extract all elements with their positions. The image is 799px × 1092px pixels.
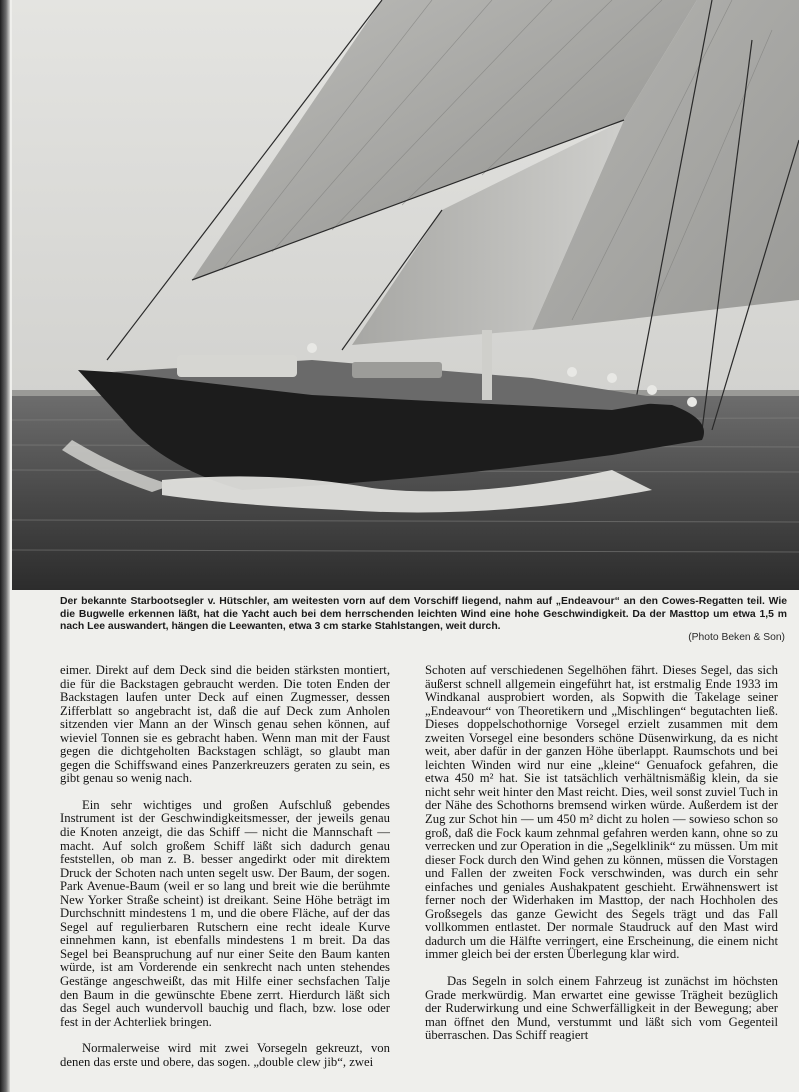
paragraph: Schoten auf verschiedenen Segelhöhen fährt. Dieses Segel, das sich äußerst schnell allgemein eingeführt hat, ist erstmalig Ende 1933 im Windkanal ausprobiert worden, als Sopwith die Takelage seiner „Endeavour“ von Theoretikern und „Mischlingen“ begutachten ließ. Dieses doppelschothornige Vorsegel erzielt zusammen mit dem zweiten Vorsegel eine besonders schöne Düsenwirkung, da es nicht weit, aber dafür in der ganzen Höhe überlappt. Raumschots und bei leichten Winden wird nur eine „kleine“ Genuafock gefahren, die etwa 450 m² hat. Sie ist tatsächlich verhältnismäßig klein, da sie nicht sehr weit hinter den Mast reicht. Dies, weil sonst zuviel Tuch in der Nähe des Schothorns bremsend wirken würde. Außerdem ist der Zug zur Schot hin — um 450 m² dicht zu holen — sowieso schon so groß, daß die Fock kaum zehnmal gefahren werden kann, ohne so zu verrecken und zur Operation in die „Segelklinik“ zu müssen. Um mit dieser Fock durch den Wind gehen zu können, müssen die Vorstagen und Fallen der zweiten Fock verschwinden, was durch ein sehr einfaches und geniales Aushakpatent geschieht. Erwähnenswert ist ferner noch der Widerhaken im Masttop, der nach Hochholen des Großsegels das ganze Gewicht des Segels trägt und das Fall vollkommen entlastet. Der normale Staudruck auf den Mast wird dadurch um die Hälfte verringert, eine Erscheinung, die einem nicht immer gleich bei der ersten Überlegung klar wird. — [425, 663, 778, 962]
paragraph: Das Segeln in solch einem Fahrzeug ist zunächst im höchsten Grade merkwürdig. Man erwartet eine gewisse Trägheit bezüglich der Ruderwirkung und eine Schwerfälligkeit in der Bewegung; aber man öffnet den Mund, verstummt und läßt sich vom Gegenteil überraschen. Das Schiff reagiert — [425, 974, 778, 1043]
paragraph: Ein sehr wichtiges und großen Aufschluß gebendes Instrument ist der Geschwindigkeitsmesser, der jeweils genau die Knoten anzeigt, die das Schiff — nicht die Mannschaft — macht. Auf solch großem Schiff läßt sich dadurch genau feststellen, ob man z. B. besser angedirkt oder mit direktem Druck der Schoten nach unten segelt usw. Der Baum, der sogen. Park Avenue-Baum (weil er so lang und breit wie die berühmte New Yorker Straße scheint) ist dreikant. Seine Höhe beträgt im Durchschnitt mindestens 1 m, und die obere Fläche, auf der das Segel auf regulierbaren Rutschern eine recht ideale Kurve einnehmen kann, ist ebenfalls mindestens 1 m breit. Da das Segel bei Beanspruchung auf nur einer Seite den Baum kanten würde, ist am Vorderende ein senkrecht nach unten stehendes Gestänge angeschweißt, das mit Hilfe einer sechsfachen Talje den Baum in die gewünschte Ebene zerrt. Hierdurch läßt sich das Segel auch wundervoll bauchig und flach, bzw. lose oder fest in der Achterliek bringen. — [60, 797, 390, 1029]
page-gutter — [0, 0, 10, 1092]
article-column-left — [60, 664, 390, 1069]
photo-caption: Der bekannte Starbootsegler v. Hütschler, am weitesten vorn auf dem Vorschiff liegend, nahm auf „Endeavour“ an den Cowes-Regatten teil. Wie die Bugwelle erkennen läßt, hat die Yacht auch bei dem herrschenden leichten Wind eine hohe Geschwindigkeit. Da der Masttop um etwa 1,5 m nach Lee auswandert, hängen die Leewanten, etwa 3 cm starke Stahlstangen, weit durch. — [60, 596, 787, 632]
photo-credit: (Photo Beken & Son) — [688, 632, 785, 643]
yacht-photograph — [12, 0, 799, 590]
article-column-right — [425, 664, 778, 1043]
paragraph: eimer. Direkt auf dem Deck sind die beiden stärksten montiert, die für die Backstagen gebraucht werden. Die toten Enden der Backstagen laufen unter Deck auf einen Zugmesser, dessen Zifferblatt so angebracht ist, daß die auf Deck zum Anholen sitzenden vier Mann an der Winsch genau sehen können, auf wieviel Tonnen sie es gebracht haben. Wenn man mit der Faust gegen die dichtgeholten Backstagen schlägt, so glaubt man gegen die Schiffswand eines Panzerkreuzers geraten zu sein, es gibt genau so wenig nach. — [60, 663, 390, 786]
paragraph: Normalerweise wird mit zwei Vorsegeln gekreuzt, von denen das erste und obere, das sogen. „double clew jib“, zwei — [60, 1041, 390, 1069]
